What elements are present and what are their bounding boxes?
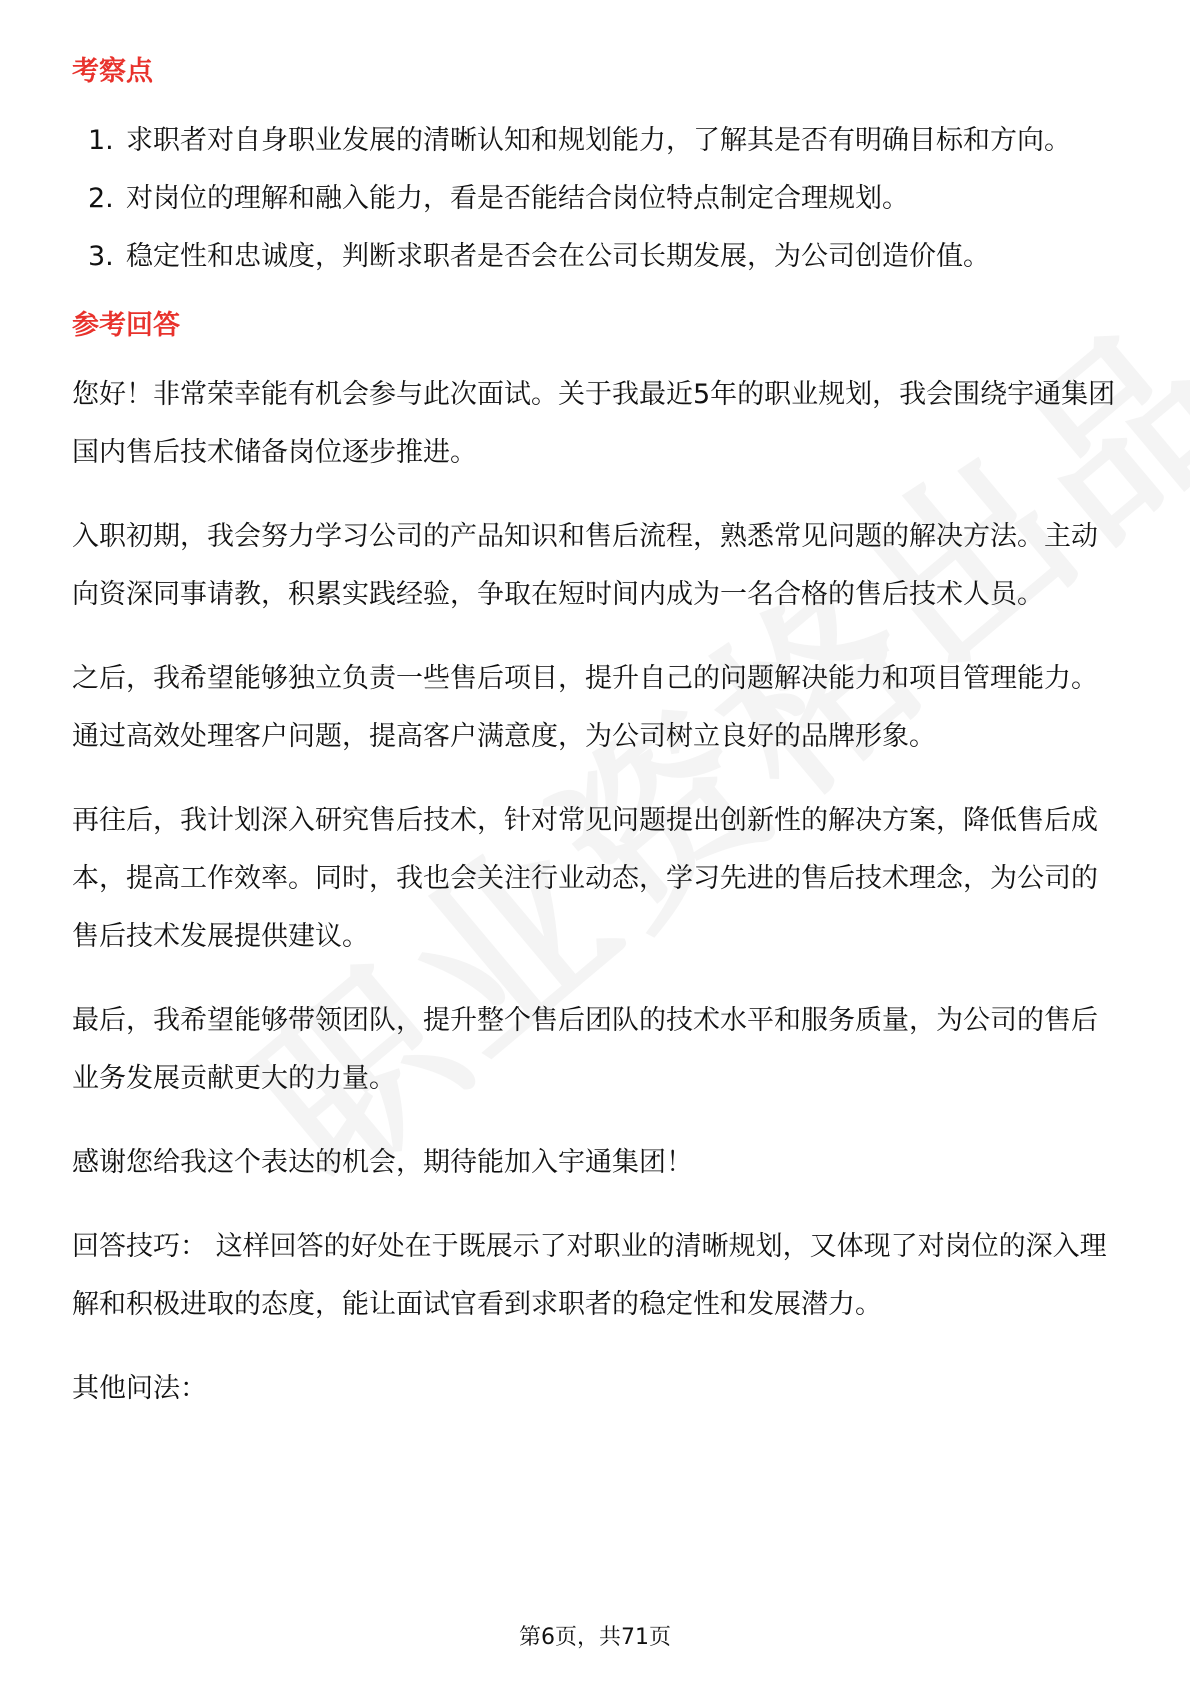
section-title-reference-answer: 参考回答 [72,310,180,341]
answer-paragraph: 您好！非常荣幸能有机会参与此次面试。关于我最近5年的职业规划，我会围绕宇通集团国内售后技术储备岗位逐步推进。 [72,379,1116,468]
list-item-text: 对岗位的理解和融入能力，看是否能结合岗位特点制定合理规划。 [126,183,909,214]
examination-points-list [72,112,1122,286]
answer-tips-paragraph: 回答技巧： 这样回答的好处在于既展示了对职业的清晰规划，又体现了对岗位的深入理解和积极进取的态度，能让面试官看到求职者的稳定性和发展潜力。 [72,1231,1107,1320]
other-questions-label: 其他问法： [72,1373,207,1404]
list-item-text: 求职者对自身职业发展的清晰认知和规划能力，了解其是否有明确目标和方向。 [126,125,1071,156]
page-number-footer: 第6页，共71页 [519,1625,671,1650]
answer-paragraph: 再往后，我计划深入研究售后技术，针对常见问题提出创新性的解决方案，降低售后成本，提高工作效率。同时，我也会关注行业动态，学习先进的售后技术理念，为公司的售后技术发展提供建议。 [72,805,1098,952]
list-item [72,170,1122,228]
answer-paragraph: 之后，我希望能够独立负责一些售后项目，提升自己的问题解决能力和项目管理能力。通过高效处理客户问题，提高客户满意度，为公司树立良好的品牌形象。 [72,663,1098,752]
answer-paragraph: 感谢您给我这个表达的机会，期待能加入宇通集团！ [72,1147,693,1178]
section-title-examination-points: 考察点 [72,56,153,87]
list-item [72,228,1122,286]
list-item-number: 3. [88,241,114,272]
list-item-number: 2. [88,183,114,214]
list-item-number: 1. [88,125,114,156]
list-item-text: 稳定性和忠诚度，判断求职者是否会在公司长期发展，为公司创造价值。 [126,241,990,272]
answer-paragraph: 最后，我希望能够带领团队，提升整个售后团队的技术水平和服务质量，为公司的售后业务发展贡献更大的力量。 [72,1005,1098,1094]
list-item [72,112,1122,170]
page-content [72,48,1122,1444]
answer-paragraph: 入职初期，我会努力学习公司的产品知识和售后流程，熟悉常见问题的解决方法。主动向资深同事请教，积累实践经验，争取在短时间内成为一名合格的售后技术人员。 [72,521,1098,610]
